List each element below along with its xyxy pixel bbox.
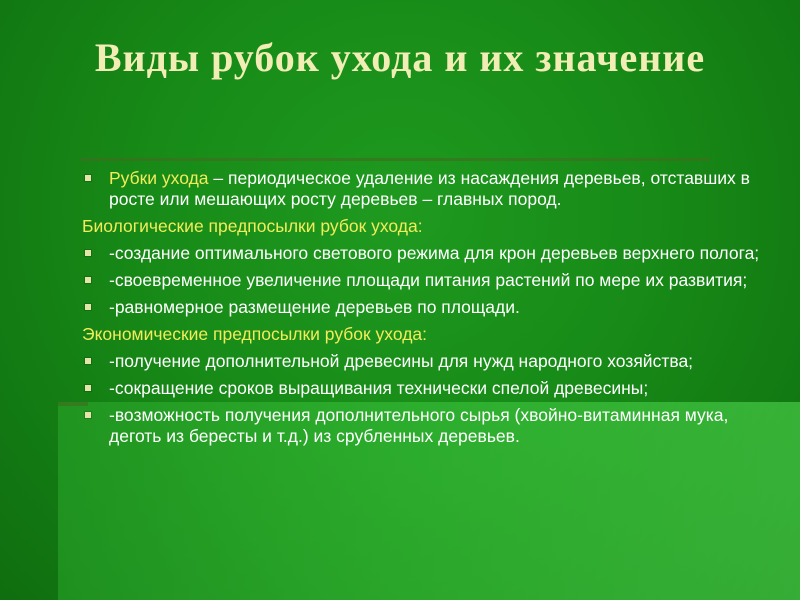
bio-item-2: -равномерное размещение деревьев по площади. [109,297,520,317]
bullet-icon [85,412,91,418]
intro-text: – периодическое удаление из насаждения деревьев, отставших в росте или мешающих росту деревьев – главных пород. [109,168,750,209]
slide-content [82,168,772,453]
intro-term: Рубки ухода [109,168,209,188]
slide-title: Виды рубок ухода и их значение [94,35,706,80]
list-item [82,243,772,264]
bullet-icon [85,250,91,256]
eco-item-1: -сокращение сроков выращивания технически спелой древесины; [109,378,649,398]
bullet-icon [85,175,91,181]
list-item [82,297,772,318]
intro-item [82,168,772,210]
eco-item-0: -получение дополнительной древесины для нужд народного хозяйства; [109,351,694,371]
list-item [82,270,772,291]
eco-item-2: -возможность получения дополнительного сырья (хвойно-витаминная мука, деготь из бересты и т.д.) из срубленных деревьев. [109,405,729,446]
bio-item-1: -своевременное увеличение площади питания растений по мере их развития; [109,270,748,290]
list-item [82,351,772,372]
eco-heading: Экономические предпосылки рубок ухода: [82,324,428,344]
list-item [82,378,772,399]
bullet-icon [85,304,91,310]
bio-heading: Биологические предпосылки рубок ухода: [82,216,423,236]
bullet-icon [85,358,91,364]
list-item [82,405,772,447]
bullet-icon [85,277,91,283]
bio-item-0: -создание оптимального светового режима для крон деревьев верхнего полога; [109,243,760,263]
bullet-icon [85,385,91,391]
divider-line [80,158,710,161]
